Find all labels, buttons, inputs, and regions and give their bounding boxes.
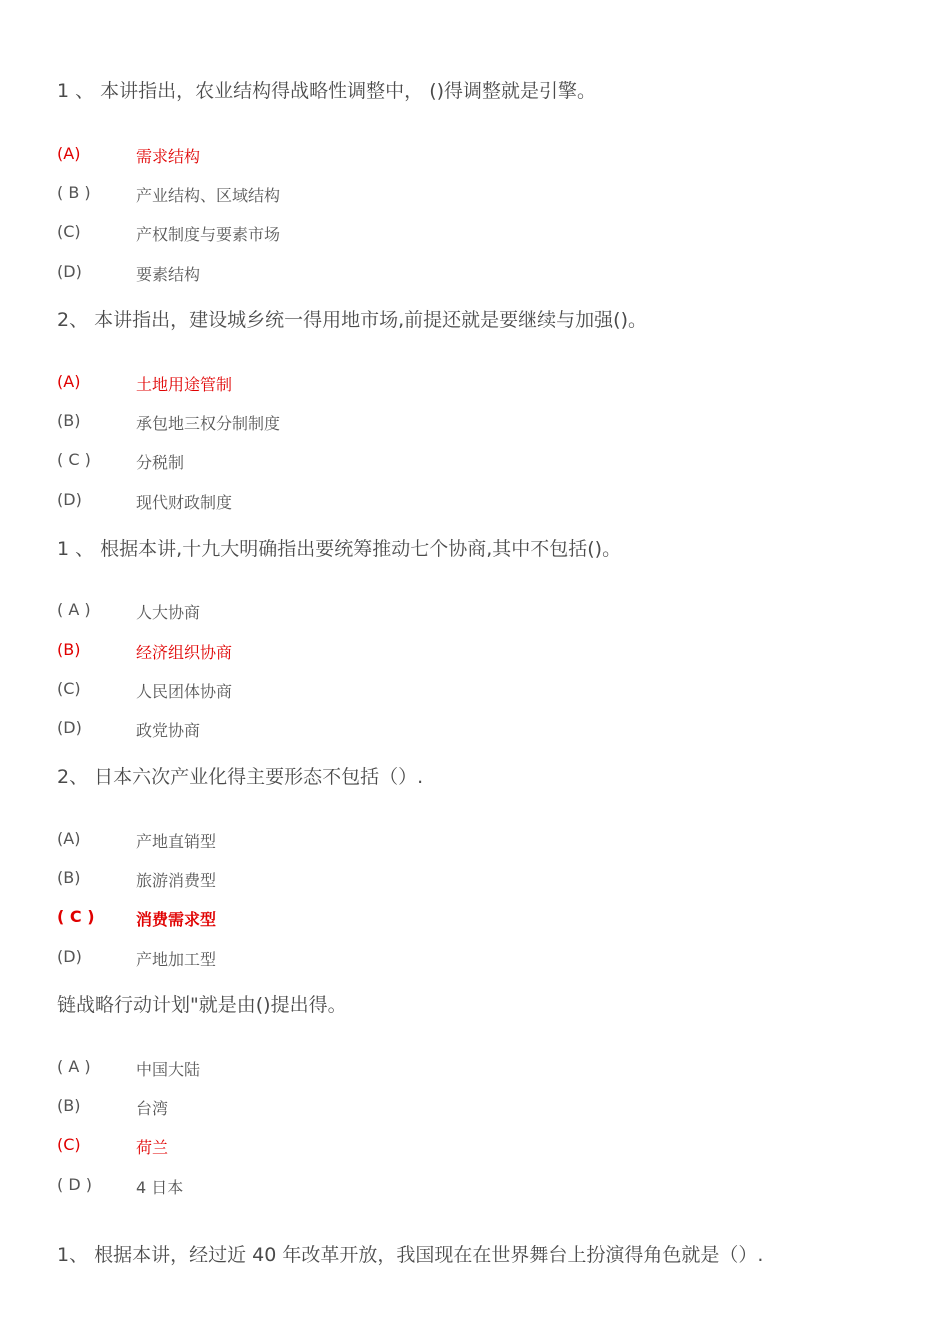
option-text: 旅游消费型 (136, 871, 217, 890)
option-label: ( A ) (57, 1057, 91, 1076)
option-label: ( C ) (57, 450, 91, 469)
question-3-text: 1 、 根据本讲,十九大明确指出要统筹推动七个协商,其中不包括()。 (57, 538, 622, 560)
option-label: (A) (57, 372, 81, 391)
option-label: (B) (57, 1096, 81, 1115)
option-text: 人大协商 (136, 603, 201, 622)
option-label: (D) (57, 490, 82, 509)
question-5-text: 链战略行动计划"就是由()提出得。 (57, 994, 347, 1016)
option-text: 产业结构、区域结构 (136, 186, 281, 205)
option-label: (C) (57, 1135, 81, 1154)
option-label: (D) (57, 947, 82, 966)
option-label: (B) (57, 411, 81, 430)
question-4-text: 2、 日本六次产业化得主要形态不包括（）. (57, 766, 424, 788)
option-label: ( B ) (57, 183, 91, 202)
option-text: 人民团体协商 (136, 682, 233, 701)
option-text: 台湾 (136, 1099, 169, 1118)
option-text: 需求结构 (136, 147, 201, 166)
option-text: 政党协商 (136, 721, 201, 740)
option-label: (C) (57, 222, 81, 241)
option-text: 4 日本 (136, 1178, 184, 1197)
option-text: 要素结构 (136, 265, 201, 284)
question-2-text: 2、 本讲指出，建设城乡统一得用地市场,前提还就是要继续与加强()。 (57, 309, 647, 331)
option-text: 分税制 (136, 453, 185, 472)
option-text: 土地用途管制 (136, 375, 233, 394)
option-text: 承包地三权分制制度 (136, 414, 281, 433)
option-label: ( C ) (57, 907, 95, 926)
option-text: 荷兰 (136, 1138, 169, 1157)
option-text: 现代财政制度 (136, 493, 233, 512)
question-1-text: 1 、 本讲指出，农业结构得战略性调整中， ()得调整就是引擎。 (57, 80, 597, 102)
option-label: (B) (57, 868, 81, 887)
option-label: (C) (57, 679, 81, 698)
option-label: (B) (57, 640, 81, 659)
option-label: (A) (57, 829, 81, 848)
option-text: 消费需求型 (136, 910, 217, 929)
option-label: (D) (57, 262, 82, 281)
option-text: 中国大陆 (136, 1060, 201, 1079)
option-label: ( A ) (57, 600, 91, 619)
option-text: 产地直销型 (136, 832, 217, 851)
option-label: ( D ) (57, 1175, 92, 1194)
option-text: 产地加工型 (136, 950, 217, 969)
option-label: (D) (57, 718, 82, 737)
option-text: 产权制度与要素市场 (136, 225, 281, 244)
question-6-text: 1、 根据本讲，经过近 40 年改革开放，我国现在在世界舞台上扮演得角色就是（）. (57, 1244, 764, 1266)
option-text: 经济组织协商 (136, 643, 233, 662)
option-label: (A) (57, 144, 81, 163)
